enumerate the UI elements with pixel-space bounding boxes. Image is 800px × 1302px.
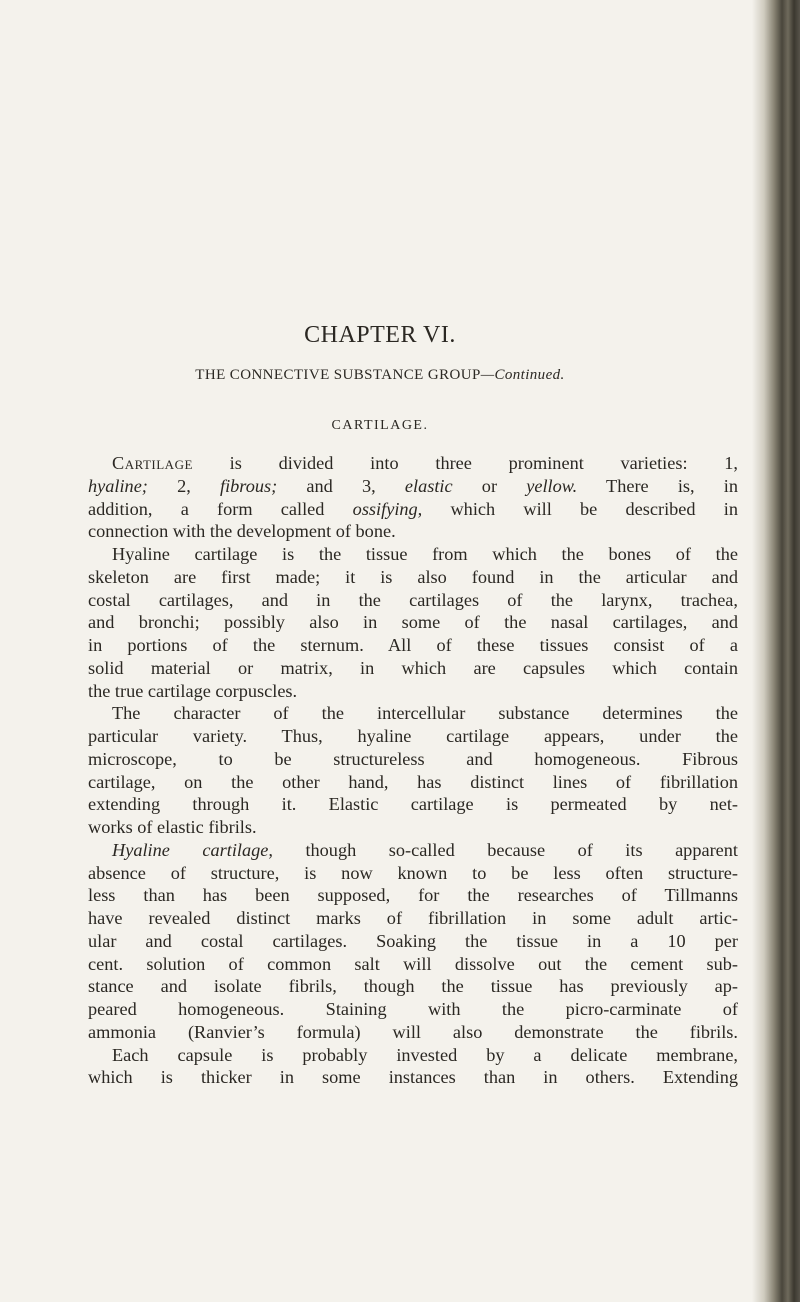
chapter-title: CHAPTER VI.: [304, 322, 456, 348]
text-segment: yellow.: [526, 475, 578, 496]
text-line: [88, 907, 738, 930]
text-line: [88, 771, 738, 794]
text-line: [88, 498, 738, 521]
text-segment: There is, in: [577, 475, 739, 496]
text-segment: extending through it. Elastic cartilage is permeated by net-: [88, 794, 738, 815]
text-line: [88, 998, 738, 1021]
text-line: [88, 566, 738, 589]
text-line: [88, 884, 738, 907]
text-line: [88, 839, 738, 862]
text-line: [88, 657, 738, 680]
text-line: [88, 748, 738, 771]
text-line: [88, 452, 738, 475]
text-line: [88, 702, 738, 725]
text-segment: cent. solution of common salt will dissolve out the cement sub-: [88, 953, 738, 974]
text-segment: which is thicker in some instances than in others. Extending: [88, 1067, 738, 1088]
text-segment: Hyaline cartilage,: [112, 839, 273, 860]
text-line: [88, 475, 738, 498]
text-line: [88, 793, 738, 816]
text-segment: costal cartilages, and in the cartilages of the larynx, trachea,: [88, 589, 738, 610]
text-segment: in portions of the sternum. All of these tissues consist of a: [88, 635, 738, 655]
text-segment: works of elastic fibrils.: [88, 817, 257, 837]
text-segment: and bronchi; possibly also in some of the nasal cartilages, and: [88, 612, 738, 633]
text-line: [88, 1066, 738, 1089]
text-line: [88, 1044, 738, 1067]
text-segment: solid material or matrix, in which are capsules which contain: [88, 657, 738, 678]
text-line: [88, 680, 738, 703]
subtitle-continued: —Continued.: [480, 367, 565, 383]
text-line: [88, 1021, 738, 1044]
text-line: [88, 520, 738, 543]
text-segment: peared homogeneous. Staining with the picro-carminate of: [88, 999, 738, 1019]
text-segment: particular variety. Thus, hyaline cartilage appears, under the: [88, 726, 738, 746]
text-line: [88, 862, 738, 885]
section-heading: CARTILAGE.: [331, 418, 429, 433]
text-segment: cartilage, on the other hand, has distinct lines of fibrillation: [88, 771, 738, 792]
text-segment: microscope, to be structureless and homogeneous. Fibrous: [88, 748, 738, 769]
text-segment: fibrous;: [220, 475, 278, 496]
text-line: [88, 634, 738, 657]
text-segment: The character of the intercellular substance determines the: [112, 703, 738, 724]
text-segment: ossifying,: [352, 498, 423, 519]
text-segment: absence of structure, is now known to be less often structure-: [88, 862, 738, 883]
text-line: [88, 611, 738, 634]
text-line: [88, 725, 738, 748]
text-line: [88, 930, 738, 953]
text-segment: and 3,: [277, 475, 405, 496]
text-segment: ammonia (Ranvier’s formula) will also demonstrate the fibrils.: [88, 1021, 738, 1042]
text-segment: Hyaline cartilage is the tissue from which the bones of the: [112, 544, 738, 564]
text-line: [88, 589, 738, 612]
text-line: [88, 975, 738, 998]
text-segment: addition, a form called: [88, 498, 353, 519]
text-segment: hyaline;: [88, 475, 148, 496]
text-segment: ular and costal cartilages. Soaking the tissue in a 10 per: [88, 930, 738, 951]
text-segment: Cartilage: [112, 453, 193, 473]
book-spine-edge: [752, 0, 800, 1302]
text-segment: stance and isolate fibrils, though the tissue has previously ap-: [88, 976, 738, 997]
text-segment: or: [452, 475, 527, 496]
text-segment: 2,: [147, 475, 220, 496]
text-segment: less than has been supposed, for the researches of Tillmanns: [88, 885, 738, 906]
text-segment: have revealed distinct marks of fibrillation in some adult artic-: [88, 908, 738, 928]
text-segment: Each capsule is probably invested by a delicate membrane,: [112, 1044, 738, 1065]
text-line: [88, 543, 738, 566]
text-line: [88, 953, 738, 976]
body-text: [88, 452, 738, 1089]
text-segment: which will be described in: [422, 498, 738, 519]
text-segment: connection with the development of bone.: [88, 521, 396, 542]
subtitle-main: THE CONNECTIVE SUBSTANCE GROUP: [195, 367, 481, 383]
text-segment: is divided into three prominent varieties: 1,: [192, 453, 738, 473]
chapter-subtitle: [0, 367, 760, 384]
text-segment: though so-called because of its apparent: [272, 839, 738, 860]
text-line: [88, 816, 738, 839]
text-segment: elastic: [404, 475, 453, 496]
text-segment: skeleton are first made; it is also found in the articular and: [88, 566, 738, 587]
text-segment: the true cartilage corpuscles.: [88, 680, 298, 701]
